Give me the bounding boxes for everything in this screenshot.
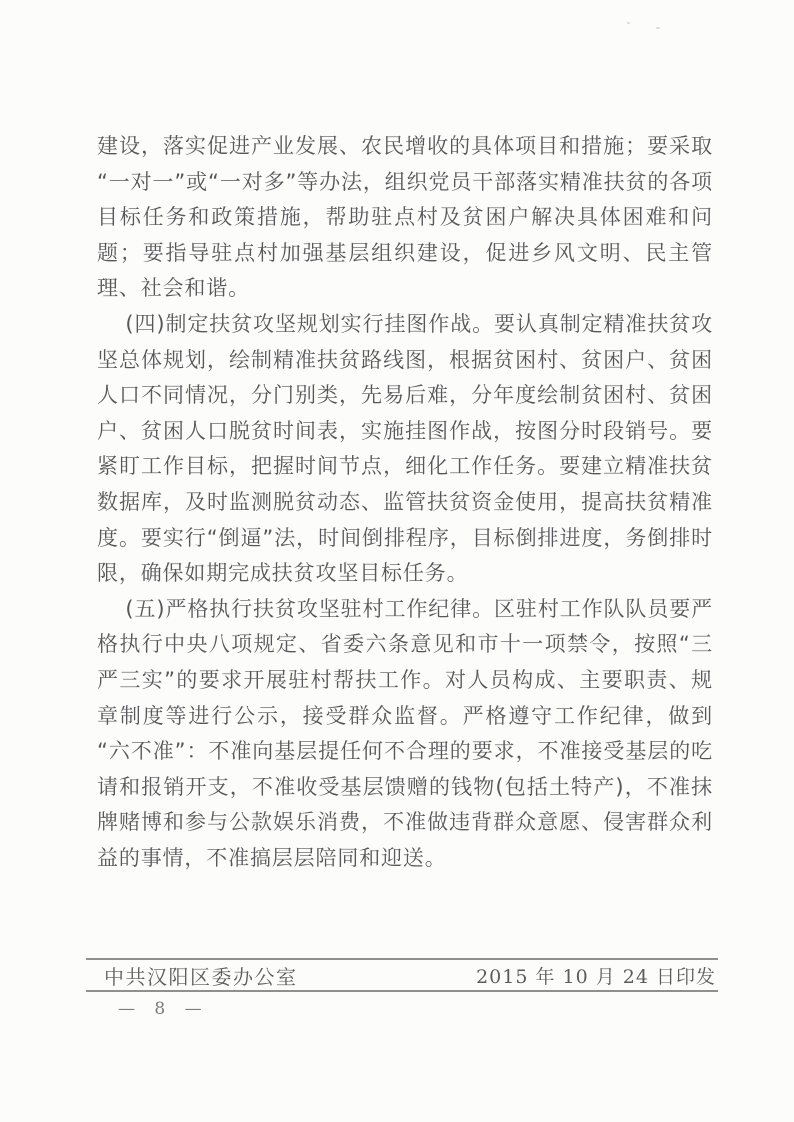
- scan-speckle: [627, 22, 630, 24]
- page-number: — 8 —: [118, 999, 209, 1019]
- document-body: [97, 129, 713, 876]
- footer-row: [86, 961, 718, 989]
- footer-rule-bottom: [86, 990, 718, 992]
- issuing-office: 中共汉阳区委办公室: [104, 964, 298, 989]
- paragraph-item-4: (四)制定扶贫攻坚规划实行挂图作战。要认真制定精准扶贫攻坚总体规划，绘制精准扶贫路线图，根据贫困村、贫困户、贫困人口不同情况，分门别类，先易后难，分年度绘制贫困村、贫困户、贫困人口脱贫时间表，实施挂图作战，按图分时段销号。要紧盯工作目标，把握时间节点，细化工作任务。要建立精准扶贫数据库，及时监测脱贫动态、监管扶贫资金使用，提高扶贫精准度。要实行“倒逼”法，时间倒排程序，目标倒排进度，务倒排时限，确保如期完成扶贫攻坚目标任务。: [97, 311, 713, 586]
- paragraph-continuation: 建设，落实促进产业发展、农民增收的具体项目和措施；要采取“一对一”或“一对多”等办法，组织党员干部落实精准扶贫的各项目标任务和政策措施，帮助驻点村及贫困户解决具体困难和问题；要指导驻点村加强基层组织建设，促进乡风文明、民主管理、社会和谐。: [97, 134, 713, 301]
- paragraph-item-5: (五)严格执行扶贫攻坚驻村工作纪律。区驻村工作队队员要严格执行中央八项规定、省委六条意见和市十一项禁令，按照“三严三实”的要求开展驻村帮扶工作。对人员构成、主要职责、规章制度等进行公示，接受群众监督。严格遵守工作纪律，做到“六不准”：不准向基层提任何不合理的要求，不准接受基层的吃请和报销开支，不准收受基层馈赠的钱物(包括土特产)，不准抹牌赌博和参与公款娱乐消费，不准做违背群众意愿、侵害群众利益的事情，不准搞层层陪同和迎送。: [97, 596, 713, 870]
- print-date: 2015 年 10 月 24 日印发: [476, 965, 716, 988]
- footer-rule-top: [86, 958, 718, 960]
- scan-speckle: [656, 27, 660, 29]
